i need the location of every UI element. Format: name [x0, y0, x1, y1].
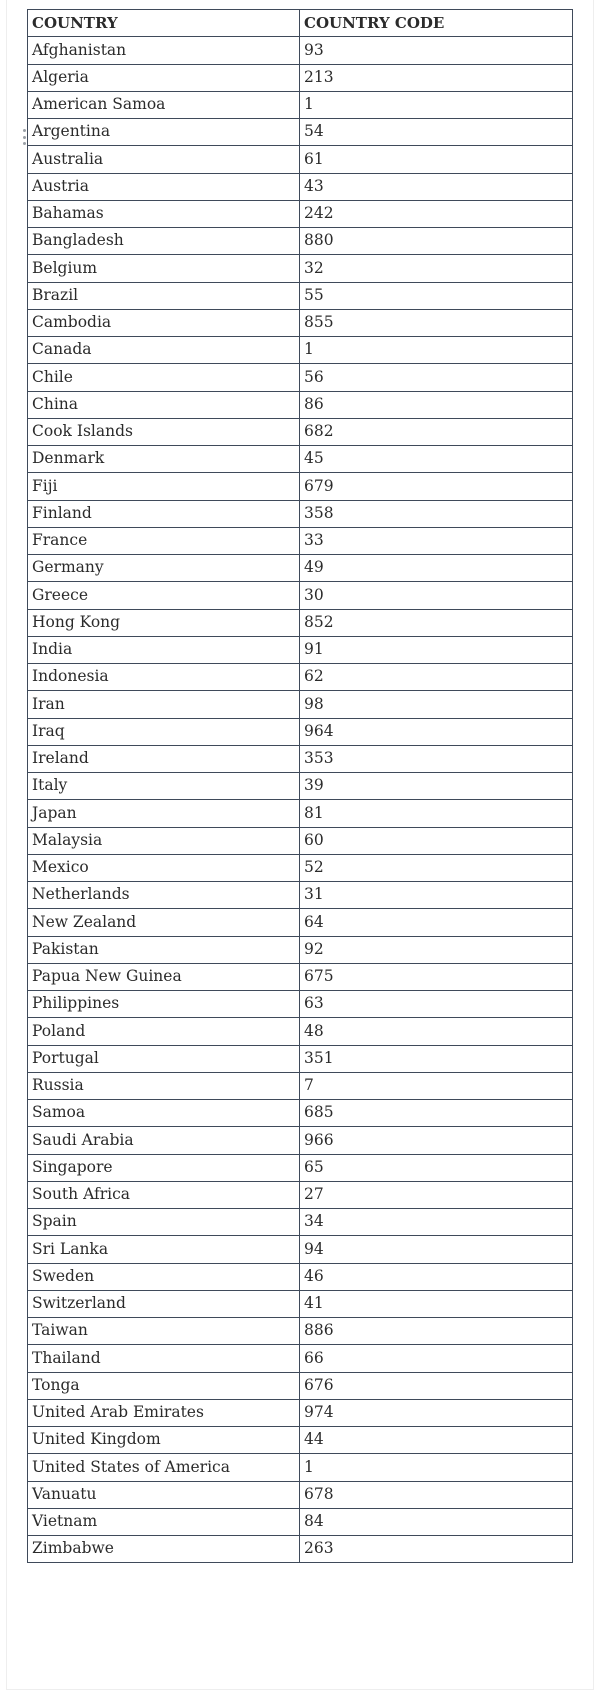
country-cell: Bangladesh [28, 228, 300, 255]
country-cell: United Arab Emirates [28, 1399, 300, 1426]
table-row [28, 282, 573, 309]
table-row [28, 146, 573, 173]
country-cell: Singapore [28, 1154, 300, 1181]
country-cell: Pakistan [28, 936, 300, 963]
country-cell: Poland [28, 1018, 300, 1045]
table-row [28, 1345, 573, 1372]
country-cell: India [28, 636, 300, 663]
country-cell: Iran [28, 691, 300, 718]
table-row [28, 1072, 573, 1099]
country-cell: Cook Islands [28, 418, 300, 445]
table-row [28, 1427, 573, 1454]
country-cell: Afghanistan [28, 37, 300, 64]
country-cell: Vietnam [28, 1508, 300, 1535]
table-row [28, 1508, 573, 1535]
country-cell: New Zealand [28, 909, 300, 936]
country-code-cell: 49 [300, 555, 573, 582]
country-code-cell: 94 [300, 1236, 573, 1263]
table-row [28, 391, 573, 418]
country-code-cell: 213 [300, 64, 573, 91]
country-cell: Germany [28, 555, 300, 582]
table-row [28, 1372, 573, 1399]
country-code-cell: 84 [300, 1508, 573, 1535]
table-row [28, 418, 573, 445]
table-row [28, 963, 573, 990]
table-row [28, 309, 573, 336]
country-code-cell: 358 [300, 500, 573, 527]
country-code-cell: 91 [300, 636, 573, 663]
country-cell: United States of America [28, 1454, 300, 1481]
country-code-cell: 55 [300, 282, 573, 309]
handle-dot [23, 142, 26, 145]
table-row [28, 228, 573, 255]
country-code-cell: 676 [300, 1372, 573, 1399]
table-row [28, 636, 573, 663]
table-row [28, 691, 573, 718]
country-cell: Chile [28, 364, 300, 391]
country-code-cell: 1 [300, 1454, 573, 1481]
table-row [28, 200, 573, 227]
country-code-cell: 65 [300, 1154, 573, 1181]
table-row [28, 37, 573, 64]
table-row [28, 1318, 573, 1345]
table-row [28, 745, 573, 772]
country-cell: Hong Kong [28, 609, 300, 636]
country-code-cell: 46 [300, 1263, 573, 1290]
country-code-cell: 43 [300, 173, 573, 200]
header-country-code: COUNTRY CODE [300, 10, 573, 37]
country-cell: Philippines [28, 991, 300, 1018]
country-code-cell: 242 [300, 200, 573, 227]
country-code-cell: 353 [300, 745, 573, 772]
country-code-cell: 48 [300, 1018, 573, 1045]
country-code-cell: 880 [300, 228, 573, 255]
country-code-cell: 964 [300, 718, 573, 745]
country-cell: Malaysia [28, 827, 300, 854]
country-code-cell: 66 [300, 1345, 573, 1372]
table-row [28, 119, 573, 146]
country-cell: Greece [28, 582, 300, 609]
country-cell: Sri Lanka [28, 1236, 300, 1263]
country-cell: Tonga [28, 1372, 300, 1399]
country-cell: Russia [28, 1072, 300, 1099]
table-row [28, 718, 573, 745]
country-cell: Saudi Arabia [28, 1127, 300, 1154]
country-code-cell: 61 [300, 146, 573, 173]
country-cell: Australia [28, 146, 300, 173]
country-code-cell: 54 [300, 119, 573, 146]
table-row [28, 1127, 573, 1154]
country-code-cell: 39 [300, 773, 573, 800]
country-cell: Algeria [28, 64, 300, 91]
table-row [28, 500, 573, 527]
country-code-cell: 86 [300, 391, 573, 418]
country-code-cell: 1 [300, 337, 573, 364]
table-row [28, 1018, 573, 1045]
country-cell: Samoa [28, 1100, 300, 1127]
country-code-cell: 263 [300, 1536, 573, 1563]
table-row [28, 882, 573, 909]
country-cell: Japan [28, 800, 300, 827]
header-country: COUNTRY [28, 10, 300, 37]
country-cell: Italy [28, 773, 300, 800]
table-row [28, 609, 573, 636]
country-cell: Spain [28, 1209, 300, 1236]
table-row [28, 1481, 573, 1508]
table-row [28, 1045, 573, 1072]
country-code-cell: 56 [300, 364, 573, 391]
country-code-cell: 27 [300, 1181, 573, 1208]
table-row [28, 364, 573, 391]
country-cell: Switzerland [28, 1290, 300, 1317]
handle-dot [23, 136, 26, 139]
country-code-cell: 675 [300, 963, 573, 990]
country-code-cell: 1 [300, 91, 573, 118]
country-cell: Fiji [28, 473, 300, 500]
country-code-cell: 32 [300, 255, 573, 282]
country-cell: Portugal [28, 1045, 300, 1072]
country-cell: Canada [28, 337, 300, 364]
table-row [28, 1263, 573, 1290]
table-row [28, 173, 573, 200]
country-code-cell: 679 [300, 473, 573, 500]
header-row [28, 10, 573, 37]
country-cell: Taiwan [28, 1318, 300, 1345]
table-row [28, 1236, 573, 1263]
table-row [28, 773, 573, 800]
table-row [28, 664, 573, 691]
country-code-table [27, 9, 573, 1563]
country-code-cell: 63 [300, 991, 573, 1018]
table-body [28, 37, 573, 1563]
country-code-cell: 855 [300, 309, 573, 336]
country-cell: Denmark [28, 446, 300, 473]
country-code-cell: 682 [300, 418, 573, 445]
table-row [28, 527, 573, 554]
table-row [28, 827, 573, 854]
table-row [28, 800, 573, 827]
country-cell: Finland [28, 500, 300, 527]
country-code-cell: 966 [300, 1127, 573, 1154]
country-code-cell: 98 [300, 691, 573, 718]
country-cell: Brazil [28, 282, 300, 309]
country-code-cell: 974 [300, 1399, 573, 1426]
country-code-cell: 886 [300, 1318, 573, 1345]
table-row [28, 446, 573, 473]
table-row [28, 991, 573, 1018]
table-row [28, 473, 573, 500]
country-cell: Ireland [28, 745, 300, 772]
country-code-cell: 351 [300, 1045, 573, 1072]
table-row [28, 64, 573, 91]
table-row [28, 1181, 573, 1208]
handle-dot [23, 129, 26, 132]
table-row [28, 91, 573, 118]
country-cell: Bahamas [28, 200, 300, 227]
table-row [28, 936, 573, 963]
country-code-cell: 64 [300, 909, 573, 936]
country-cell: Netherlands [28, 882, 300, 909]
country-code-cell: 62 [300, 664, 573, 691]
country-code-cell: 81 [300, 800, 573, 827]
country-code-cell: 31 [300, 882, 573, 909]
country-cell: Indonesia [28, 664, 300, 691]
country-cell: United Kingdom [28, 1427, 300, 1454]
table-row [28, 1154, 573, 1181]
country-cell: Zimbabwe [28, 1536, 300, 1563]
country-cell: Mexico [28, 854, 300, 881]
country-code-cell: 60 [300, 827, 573, 854]
table-row [28, 1536, 573, 1563]
country-code-cell: 52 [300, 854, 573, 881]
table-row [28, 1209, 573, 1236]
country-cell: Sweden [28, 1263, 300, 1290]
country-code-cell: 41 [300, 1290, 573, 1317]
country-cell: France [28, 527, 300, 554]
country-code-cell: 30 [300, 582, 573, 609]
country-code-cell: 45 [300, 446, 573, 473]
country-code-cell: 33 [300, 527, 573, 554]
table-row [28, 582, 573, 609]
table-row [28, 1399, 573, 1426]
table-row [28, 1454, 573, 1481]
country-cell: South Africa [28, 1181, 300, 1208]
country-code-cell: 93 [300, 37, 573, 64]
table-row [28, 1290, 573, 1317]
country-code-cell: 92 [300, 936, 573, 963]
country-cell: China [28, 391, 300, 418]
country-code-cell: 44 [300, 1427, 573, 1454]
country-cell: Papua New Guinea [28, 963, 300, 990]
country-cell: Vanuatu [28, 1481, 300, 1508]
table-row [28, 854, 573, 881]
country-code-cell: 852 [300, 609, 573, 636]
country-cell: Belgium [28, 255, 300, 282]
table-row [28, 1100, 573, 1127]
country-cell: Argentina [28, 119, 300, 146]
country-cell: Thailand [28, 1345, 300, 1372]
country-code-cell: 34 [300, 1209, 573, 1236]
country-code-cell: 685 [300, 1100, 573, 1127]
country-cell: Cambodia [28, 309, 300, 336]
country-cell: Austria [28, 173, 300, 200]
country-code-cell: 678 [300, 1481, 573, 1508]
country-code-cell: 7 [300, 1072, 573, 1099]
table-row [28, 909, 573, 936]
table-row [28, 337, 573, 364]
drag-handle-icon[interactable] [22, 129, 26, 145]
table-row [28, 255, 573, 282]
country-cell: American Samoa [28, 91, 300, 118]
country-cell: Iraq [28, 718, 300, 745]
table-row [28, 555, 573, 582]
